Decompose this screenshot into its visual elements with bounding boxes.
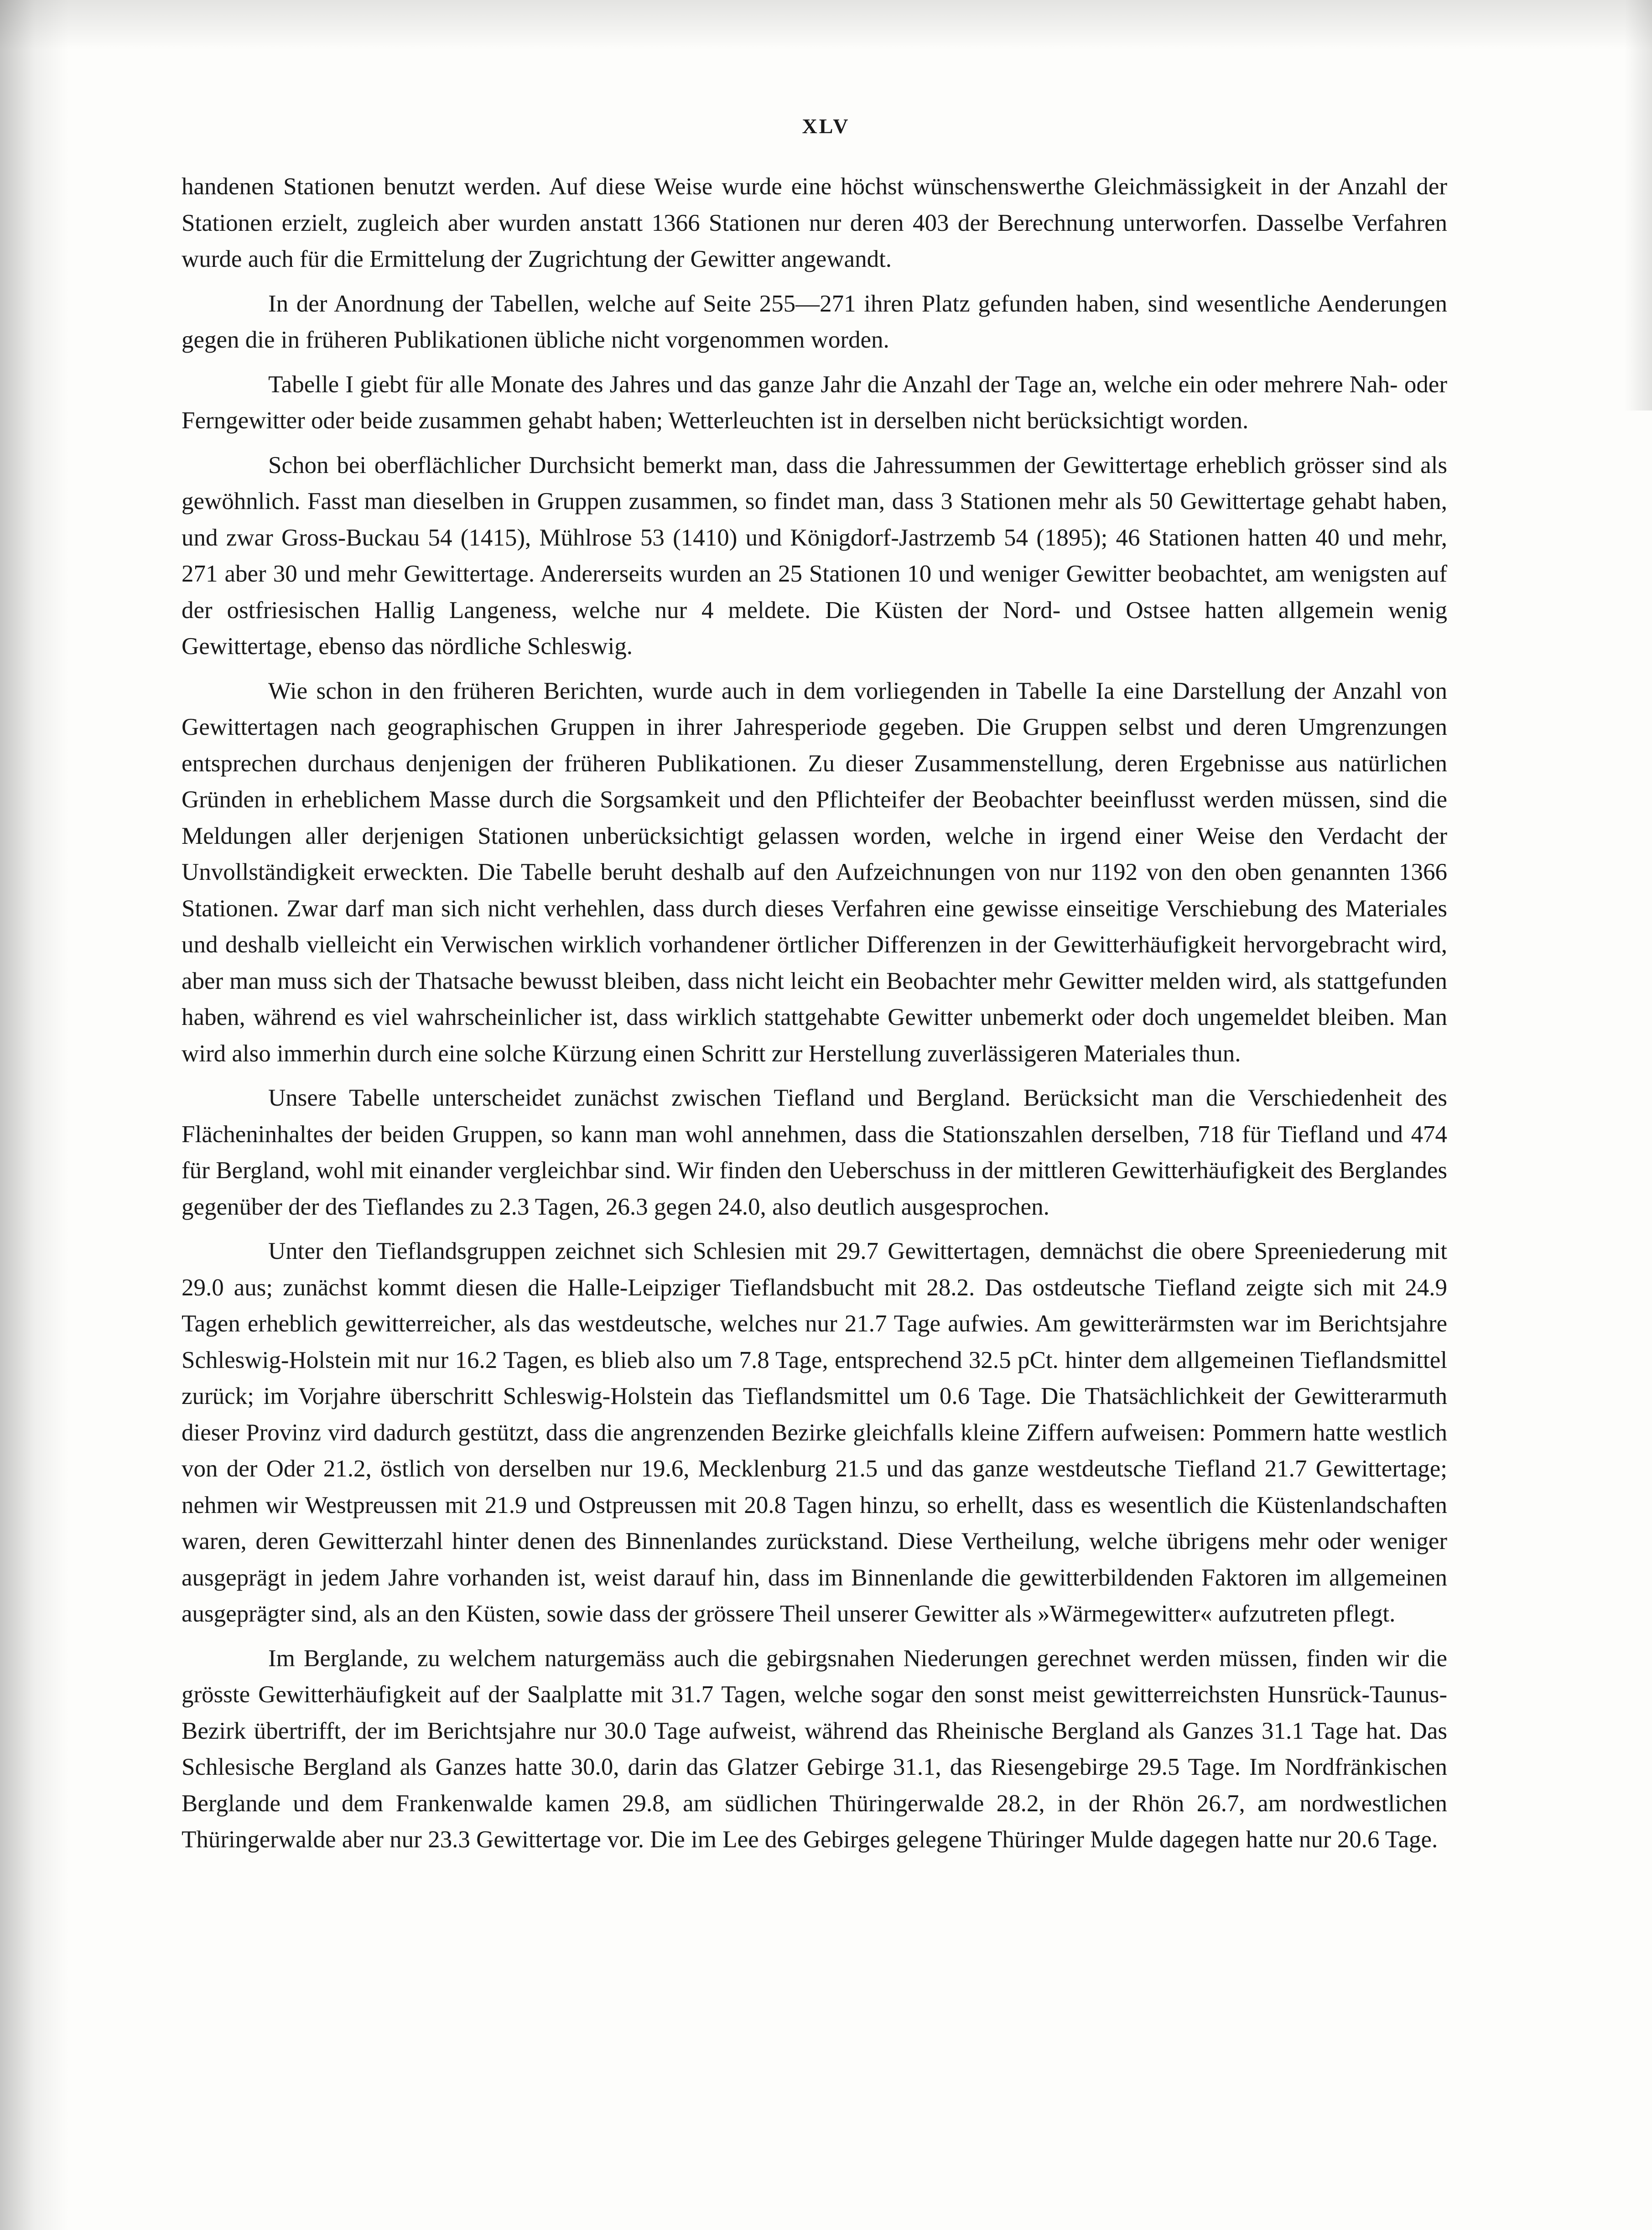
page-number: XLV [802,114,850,138]
paragraph-6: Unsere Tabelle unterscheidet zunächst zwischen Tiefland und Bergland. Berücksicht man die Verschiedenheit des Flächeninhaltes der beiden Gruppen, so kann man wohl annehmen, dass die Stationszahlen derselben, 718 für Tiefland und 474 für Bergland, wohl mit einander vergleichbar sind. Wir finden den Ueberschuss in der mittleren Gewitterhäufigkeit des Berglandes gegenüber der des Tieflandes zu 2.3 Tagen, 26.3 gegen 24.0, also deutlich ausgesprochen. [182,1085,1447,1220]
scan-edge-shadow-left [0,0,68,2230]
paragraph-7: Unter den Tieflandsgruppen zeichnet sich Schlesien mit 29.7 Gewittertagen, demnächst die obere Spreeniederung mit 29.0 aus; zunächst kommt diesen die Halle-Leipziger Tieflandsbucht mit 28.2. Das ostdeutsche Tiefland zeigte sich mit 24.9 Tagen erheblich gewitterreicher, als das westdeutsche, welches nur 21.7 Tage aufwies. Am gewitterärmsten war im Berichtsjahre Schleswig-Holstein mit nur 16.2 Tagen, es blieb also um 7.8 Tage, entsprechend 32.5 pCt. hinter dem allgemeinen Tieflandsmittel zurück; im Vorjahre überschritt Schleswig-Holstein das Tieflandsmittel um 0.6 Tage. Die Thatsächlichkeit der Gewitterarmuth dieser Provinz vird dadurch gestützt, dass die angrenzenden Bezirke gleichfalls kleine Ziffern aufweisen: Pommern hatte westlich von der Oder 21.2, östlich von derselben nur 19.6, Mecklenburg 21.5 und das ganze westdeutsche Tiefland 21.7 Gewittertage; nehmen wir Westpreussen mit 21.9 und Ostpreussen mit 20.8 Tagen hinzu, so erhellt, dass es wesentlich die Küstenlandschaften waren, deren Gewitterzahl hinter denen des Binnenlandes zurückstand. Diese Vertheilung, welche übrigens mehr oder weniger ausgeprägt in jedem Jahre vorhanden ist, weist darauf hin, dass im Binnenlande die gewitterbildenden Faktoren im allgemeinen ausgeprägter sind, als an den Küsten, sowie dass der grössere Theil unserer Gewitter als »Wärmegewitter« aufzutreten pflegt. [182,1238,1447,1627]
paragraph-3: Tabelle I giebt für alle Monate des Jahres und das ganze Jahr die Anzahl der Tage an, welche ein oder mehrere Nah- oder Ferngewitter oder beide zusammen gehabt haben; Wetterleuchten ist in derselben nicht berücksichtigt worden. [182,371,1447,434]
paragraph-4: Schon bei oberflächlicher Durchsicht bemerkt man, dass die Jahressummen der Gewittertage erheblich grösser sind als gewöhnlich. Fasst man dieselben in Gruppen zusammen, so findet man, dass 3 Stationen mehr als 50 Gewittertage gehabt haben, und zwar Gross-Buckau 54 (1415), Mühlrose 53 (1410) und Königdorf-Jastrzemb 54 (1895); 46 Stationen hatten 40 und mehr, 271 aber 30 und mehr Gewittertage. Andererseits wurden an 25 Stationen 10 und weniger Gewitter beobachtet, am wenigsten auf der ostfriesischen Hallig Langeness, welche nur 4 meldete. Die Küsten der Nord- und Ostsee hatten allgemein wenig Gewittertage, ebenso das nördliche Schleswig. [182,452,1447,660]
scan-edge-shadow-right [1625,0,1652,411]
body-text [182,169,1447,1858]
paragraph-2: In der Anordnung der Tabellen, welche auf Seite 255—271 ihren Platz gefunden haben, sind wesentliche Aenderungen gegen die in früheren Publikationen übliche nicht vorgenommen worden. [182,290,1447,353]
scan-edge-shadow-top [0,0,1652,50]
paragraph-8: Im Berglande, zu welchem naturgemäss auch die gebirgsnahen Niederungen gerechnet werden müssen, finden wir die grösste Gewitterhäufigkeit auf der Saalplatte mit 31.7 Tagen, welche sogar den sonst meist gewitterreichsten Hunsrück-Taunus-Bezirk übertrifft, der im Berichtsjahre nur 30.0 Tage aufweist, während das Rheinische Bergland als Ganzes 31.1 Tage hat. Das Schlesische Bergland als Ganzes hatte 30.0, darin das Glatzer Gebirge 31.1, das Riesengebirge 29.5 Tage. Im Nordfränkischen Berglande und dem Frankenwalde kamen 29.8, am südlichen Thüringerwalde 28.2, in der Rhön 26.7, am nordwestlichen Thüringerwalde aber nur 23.3 Gewittertage vor. Die im Lee des Gebirges gelegene Thüringer Mulde dagegen hatte nur 20.6 Tage. [182,1645,1447,1853]
paragraph-1: handenen Stationen benutzt werden. Auf diese Weise wurde eine höchst wünschenswerthe Gleichmässigkeit in der Anzahl der Stationen erzielt, zugleich aber wurden anstatt 1366 Stationen nur deren 403 der Berechnung unterworfen. Dasselbe Verfahren wurde auch für die Ermittelung der Zugrichtung der Gewitter angewandt. [182,173,1447,272]
paragraph-5: Wie schon in den früheren Berichten, wurde auch in dem vorliegenden in Tabelle Ia eine Darstellung der Anzahl von Gewittertagen nach geographischen Gruppen in ihrer Jahresperiode gegeben. Die Gruppen selbst und deren Umgrenzungen entsprechen durchaus denjenigen der früheren Publikationen. Zu dieser Zusammenstellung, deren Ergebnisse aus natürlichen Gründen in erheblichem Masse durch die Sorgsamkeit und den Pflichteifer der Beobachter beeinflusst werden müssen, sind die Meldungen aller derjenigen Stationen unberücksichtigt gelassen worden, welche in irgend einer Weise den Verdacht der Unvollständigkeit erweckten. Die Tabelle beruht deshalb auf den Aufzeichnungen von nur 1192 von den oben genannten 1366 Stationen. Zwar darf man sich nicht verhehlen, dass durch dieses Verfahren eine gewisse einseitige Verschiebung des Materiales und deshalb vielleicht ein Verwischen wirklich vorhandener örtlicher Differenzen in der Gewitterhäufigkeit hervorgebracht wird, aber man muss sich der Thatsache bewusst bleiben, dass nicht leicht ein Beobachter mehr Gewitter melden wird, als stattgefunden haben, während es viel wahrscheinlicher ist, dass wirklich stattgehabte Gewitter unbemerkt oder doch ungemeldet bleiben. Man wird also immerhin durch eine solche Kürzung einen Schritt zur Herstellung zuverlässigeren Materiales thun. [182,677,1447,1067]
